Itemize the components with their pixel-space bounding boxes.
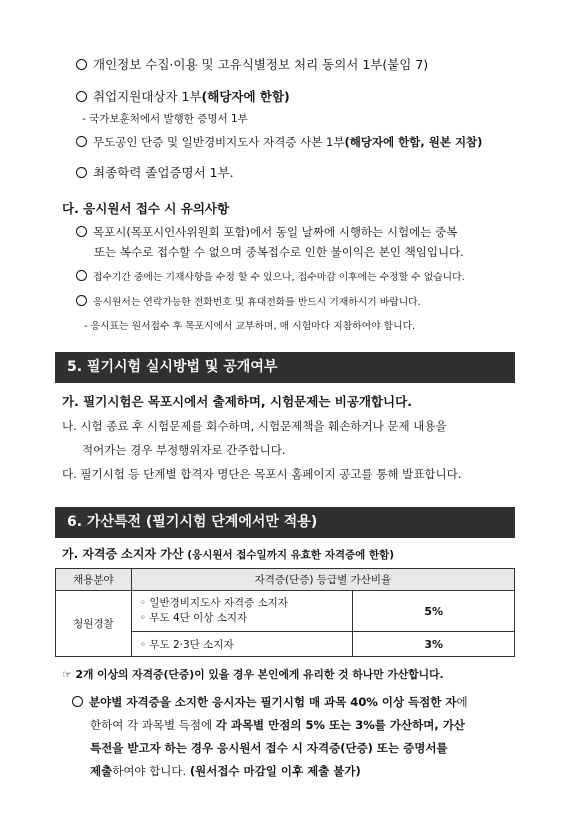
bonus-table-field: 청원경찰 bbox=[56, 591, 132, 657]
bonus-final-text: 하며, 가산 bbox=[412, 718, 465, 732]
bonus-tip: ☞ 2개 이상의 자격증(단증)이 있을 경우 본인에게 유리한 것 하나만 가산합니다. bbox=[62, 668, 444, 681]
bonus-table-rate: 5% bbox=[353, 591, 515, 632]
section6-title: 6. 가산특전 (필기시험 단계에서만 적용) bbox=[55, 507, 515, 538]
doc-item-veteran bbox=[76, 87, 290, 105]
doc-item-text: 개인정보 수집·이용 및 고유식별정보 처리 동의서 1부(붙임 7) bbox=[93, 57, 429, 72]
bonus-table-cert: ◦ 무도 2·3단 소지자 bbox=[131, 632, 353, 657]
notice-text: 목포시(목포시인사위원회 포함)에서 동일 날짜에 시행하는 시험에는 중복 bbox=[93, 225, 458, 239]
bonus-final-text: 각 과목별 만점의 5% 또는 3%를 가산 bbox=[215, 718, 413, 732]
notice-text: 접수기간 중에는 기재사항을 수정 할 수 있으나, 접수마감 이후에는 수정할 수 없습니다. bbox=[93, 272, 465, 283]
doc-item-note: (해당자에 한함) bbox=[201, 89, 290, 104]
notice-sub-ticket: - 응시표는 원서접수 후 목포시에서 교부하며, 매 시험마다 지참하여야 합니다. bbox=[84, 321, 416, 332]
section6-sub-heading bbox=[62, 545, 394, 562]
circle-bullet-icon bbox=[76, 136, 87, 147]
bonus-table-cert bbox=[131, 591, 353, 632]
doc-item-veteran-sub: - 국가보훈처에서 발행한 증명서 1부 bbox=[82, 113, 248, 125]
bonus-table bbox=[55, 568, 515, 657]
bonus-final-text: 에 bbox=[456, 695, 468, 709]
circle-bullet-icon bbox=[72, 696, 83, 707]
bonus-table-rate: 3% bbox=[353, 632, 515, 657]
bonus-table-header bbox=[56, 569, 515, 591]
notice-text-cont: 또는 복수로 접수할 수 없으며 중복접수로 인한 불이익은 본인 책임입니다. bbox=[94, 245, 464, 259]
doc-item-license bbox=[76, 134, 482, 150]
doc-item-text: 취업지원대상자 1부 bbox=[93, 89, 202, 104]
bonus-table-cert-line: ◦ 무도 4단 이상 소지자 bbox=[139, 612, 248, 624]
circle-bullet-icon bbox=[76, 91, 87, 102]
circle-bullet-icon bbox=[76, 167, 87, 178]
section5-item-b: 나. 시험 종료 후 시험문제를 회수하며, 시험문제책을 훼손하거나 문제 내용을 bbox=[62, 419, 447, 433]
section5-item-b-cont: 적어가는 경우 부정행위자로 간주합니다. bbox=[82, 443, 286, 457]
notice-item-phone bbox=[76, 294, 421, 308]
doc-item-text: 무도공인 단증 및 일반경비지도사 자격증 사본 1부 bbox=[93, 135, 345, 149]
bonus-table-col-rate: 자격증(단증) 등급별 가산비율 bbox=[131, 569, 514, 591]
section6-sub-note: (응시원서 접수일까지 유효한 자격증에 한함) bbox=[187, 549, 395, 561]
section5-item-c: 다. 필기시험 등 단계별 합격자 명단은 목포시 홈페이지 공고를 통해 발표합니다. bbox=[62, 467, 462, 481]
circle-bullet-icon bbox=[76, 295, 87, 306]
section6-sub-main: 가. 자격증 소지자 가산 bbox=[62, 547, 184, 561]
doc-item-consent bbox=[76, 55, 428, 73]
bonus-final-text: 하여야 합니다. bbox=[112, 764, 190, 778]
doc-item-text: 최종학력 졸업증명서 1부. bbox=[93, 165, 234, 180]
circle-bullet-icon bbox=[76, 270, 87, 281]
bonus-table-col-field: 채용분야 bbox=[56, 569, 132, 591]
bonus-final-line4 bbox=[90, 763, 361, 779]
section5-title: 5. 필기시험 실시방법 및 공개여부 bbox=[55, 352, 515, 383]
bonus-final-text: 한하여 각 과목별 득점에 bbox=[90, 718, 216, 732]
bonus-final-text: 분야별 자격증을 소지한 응시자는 필기시험 매 과목 40% 이상 득점한 자 bbox=[89, 695, 457, 709]
doc-item-note: (해당자에 한함, 원본 지참) bbox=[344, 135, 483, 149]
table-row bbox=[56, 591, 515, 632]
notice-item-duplicate bbox=[76, 224, 457, 240]
notice-text: 응시원서는 연락가능한 전화번호 및 휴대전화를 반드시 기재하시기 바랍니다. bbox=[93, 297, 421, 308]
circle-bullet-icon bbox=[76, 59, 87, 70]
bonus-final-line3: 특전을 받고자 하는 경우 응시원서 접수 시 자격증(단증) 또는 증명서를 bbox=[90, 741, 448, 755]
bonus-final-text: 제출 bbox=[90, 764, 113, 778]
notice-heading: 다. 응시원서 접수 시 유의사항 bbox=[62, 201, 230, 216]
bonus-table-cert-line: ◦ 일반경비지도사 자격증 소지자 bbox=[139, 597, 288, 609]
circle-bullet-icon bbox=[76, 226, 87, 237]
notice-item-edit bbox=[76, 269, 465, 283]
bonus-final-line2 bbox=[90, 717, 465, 733]
section5-item-a: 가. 필기시험은 목포시에서 출제하며, 시험문제는 비공개합니다. bbox=[62, 394, 412, 409]
bonus-final-text: (원서접수 마감일 이후 제출 불가) bbox=[189, 764, 361, 778]
bonus-final-line1 bbox=[72, 694, 468, 710]
doc-item-diploma bbox=[76, 163, 234, 181]
